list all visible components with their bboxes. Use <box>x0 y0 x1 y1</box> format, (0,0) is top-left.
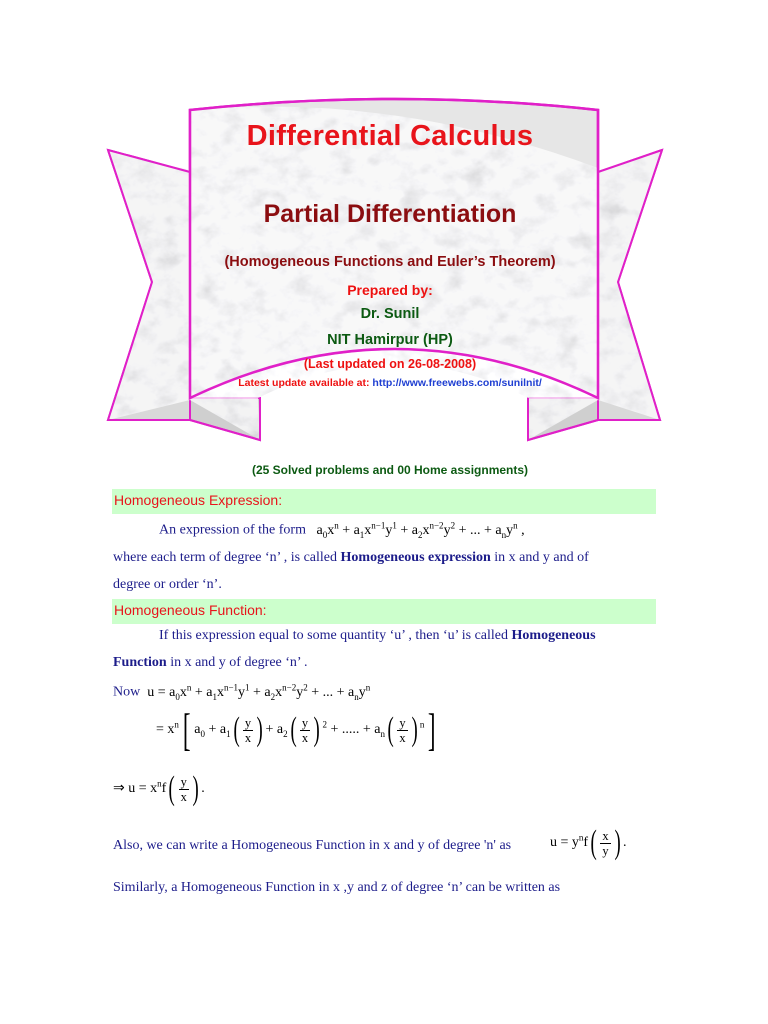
section-heading-bar <box>112 599 656 624</box>
section-heading: Homogeneous Function: <box>114 602 267 618</box>
institute-name: NIT Hamirpur (HP) <box>327 332 453 348</box>
def-text-2: in x and y of degree ‘n’ . <box>166 655 308 670</box>
document-title: Differential Calculus <box>246 120 534 152</box>
polynomial-expression: $a_0x^n + a_1x^{n-1}y^1 + a_2x^{n-2}y^2$ + ... + $a_ny^n$ , <box>309 520 525 540</box>
title-banner <box>0 0 768 470</box>
latest-update-label: Latest update available at: <box>238 377 373 389</box>
factored-equation: = $x^n$[ $a_0 + a_1$( $\frac{y}{x}$ ) + $a_2$( $\frac{y}{x}$ ) $^2$ + ..... + $a_n$( $\frac{y}{x}$ ) $^n$] <box>156 704 436 755</box>
problems-note: (25 Solved problems and 00 Home assignments) <box>251 463 529 477</box>
desc-text: where each term of degree ‘n’ , is called <box>113 550 341 565</box>
latest-update-line <box>150 377 630 389</box>
function-definition-line2 <box>113 655 308 671</box>
expression-intro <box>159 520 525 539</box>
prepared-by-label: Prepared by: <box>347 282 433 298</box>
def-bold: Homogeneous <box>511 628 596 643</box>
document-subtitle: Partial Differentiation <box>263 200 517 228</box>
expansion-equation: $u = a_0x^n + a_1x^{n-1}y^1 + a_2x^{n-2}y^2$ + ... + $a_ny^n$ <box>143 682 371 702</box>
section-heading-bar <box>112 489 656 514</box>
also-text: Also, we can write a Homogeneous Function in x and y of degree 'n' as <box>113 838 512 853</box>
desc-bold: Homogeneous expression <box>340 550 491 565</box>
alternate-equation: $u = y^nf$( $\frac{x}{y}$ ) . <box>550 824 627 861</box>
latest-update-link[interactable]: http://www.freewebs.com/sunilnit/ <box>372 377 542 389</box>
now-label: Now <box>113 684 141 700</box>
topic-line: (Homogeneous Functions and Euler’s Theorem) <box>224 254 556 270</box>
expression-description <box>113 550 589 566</box>
function-definition-line1 <box>159 628 596 644</box>
result-equation: ⇒ $u = x^nf$( $\frac{y}{x}$ ) . <box>113 770 205 807</box>
section-heading: Homogeneous Expression: <box>114 492 283 508</box>
alternate-form <box>113 838 511 854</box>
now-equation <box>113 682 370 701</box>
author-name: Dr. Sunil <box>360 306 420 322</box>
intro-text: An expression of the form <box>159 522 306 538</box>
def-text: If this expression equal to some quantity ‘u’ , then ‘u’ is called <box>159 628 512 643</box>
expression-degree: degree or order ‘n’. <box>113 577 222 592</box>
last-updated: (Last updated on 26-08-2008) <box>303 357 477 371</box>
def-bold-2: Function <box>113 655 167 670</box>
desc-text-end: in x and y and of <box>490 550 589 565</box>
three-variable-note: Similarly, a Homogeneous Function in x ,y and z of degree ‘n’ can be written as <box>113 880 561 895</box>
